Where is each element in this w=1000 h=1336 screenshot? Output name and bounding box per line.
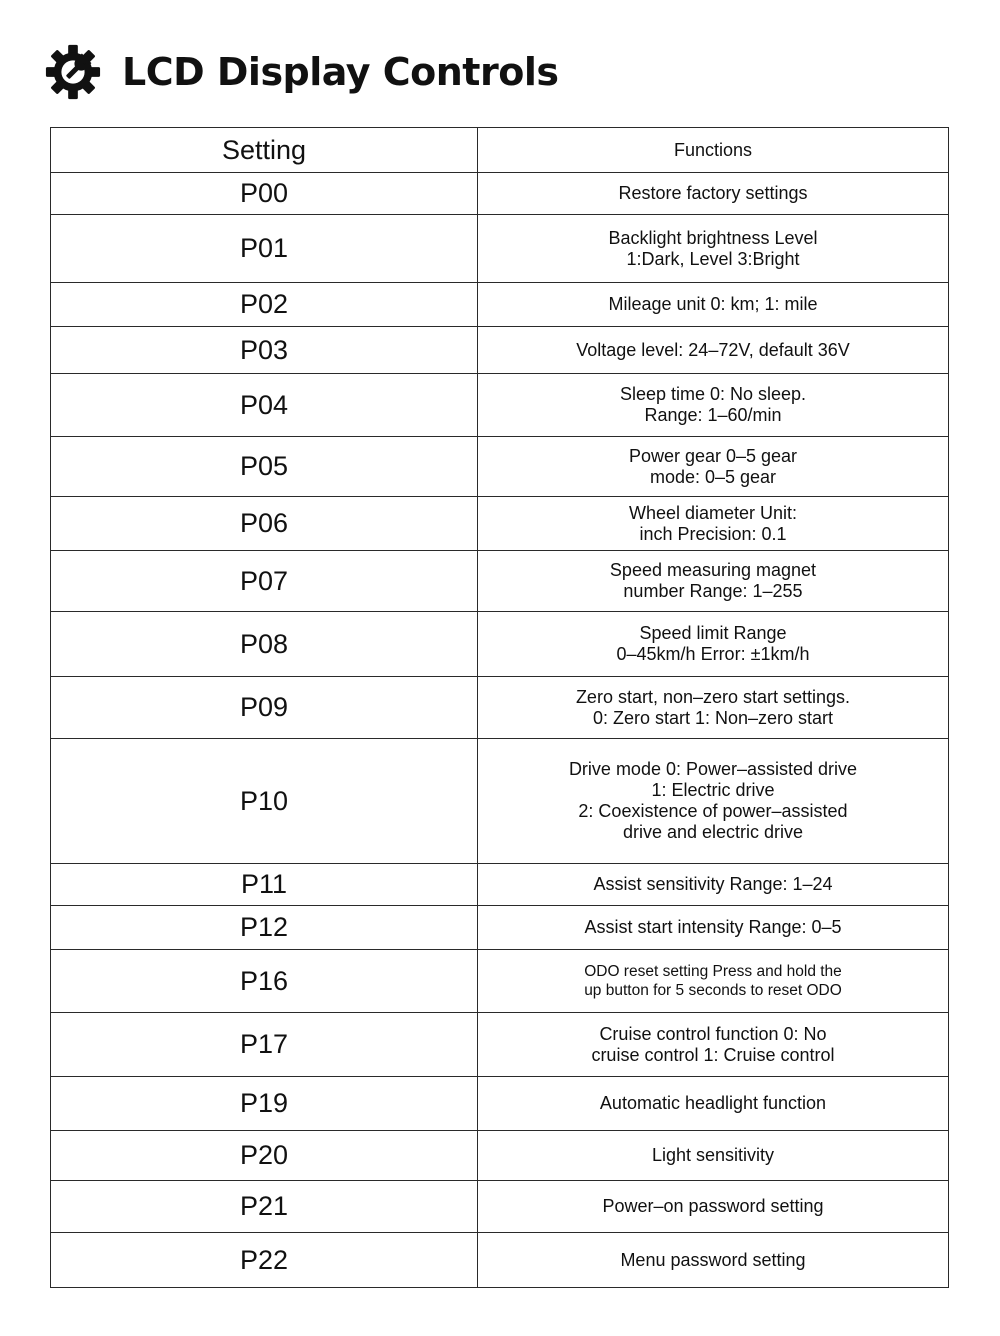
function-description: Speed measuring magnet number Range: 1–255 [478,551,949,612]
setting-code: P10 [51,739,478,864]
table-row [51,327,949,374]
table-row [51,283,949,327]
table-row [51,864,949,906]
function-description: Speed limit Range 0–45km/h Error: ±1km/h [478,612,949,677]
table-row [51,950,949,1013]
setting-code: P01 [51,215,478,283]
function-description: Zero start, non–zero start settings. 0: Zero start 1: Non–zero start [478,677,949,739]
setting-code: P05 [51,437,478,497]
setting-code: P20 [51,1131,478,1181]
function-description: Light sensitivity [478,1131,949,1181]
function-description: Sleep time 0: No sleep. Range: 1–60/min [478,374,949,437]
table-row [51,374,949,437]
column-header-setting: Setting [51,128,478,173]
table-row [51,612,949,677]
setting-code: P00 [51,173,478,215]
table-row [51,497,949,551]
function-description: Power–on password setting [478,1181,949,1233]
function-description: Drive mode 0: Power–assisted drive 1: Electric drive 2: Coexistence of power–assisted drive and electric drive [478,739,949,864]
setting-code: P08 [51,612,478,677]
table-row [51,551,949,612]
function-description: Mileage unit 0: km; 1: mile [478,283,949,327]
table-row [51,437,949,497]
table-row [51,1181,949,1233]
function-description: Wheel diameter Unit: inch Precision: 0.1 [478,497,949,551]
table-row [51,906,949,950]
function-description: Assist start intensity Range: 0–5 [478,906,949,950]
setting-code: P07 [51,551,478,612]
page-title: LCD Display Controls [122,50,559,94]
setting-code: P03 [51,327,478,374]
table-row [51,215,949,283]
function-description: Power gear 0–5 gear mode: 0–5 gear [478,437,949,497]
table-row [51,1013,949,1077]
table-row [51,173,949,215]
function-description: Menu password setting [478,1233,949,1288]
setting-code: P16 [51,950,478,1013]
setting-code: P04 [51,374,478,437]
setting-code: P12 [51,906,478,950]
table-row [51,677,949,739]
table-row [51,1077,949,1131]
setting-code: P22 [51,1233,478,1288]
setting-code: P11 [51,864,478,906]
table-header-row [51,128,949,173]
setting-code: P09 [51,677,478,739]
setting-code: P06 [51,497,478,551]
page-header [44,42,558,102]
gear-wrench-icon [44,43,102,101]
lcd-settings-table [50,127,949,1288]
setting-code: P17 [51,1013,478,1077]
function-description: ODO reset setting Press and hold the up button for 5 seconds to reset ODO [478,950,949,1013]
table-row [51,1131,949,1181]
function-description: Restore factory settings [478,173,949,215]
table-row [51,1233,949,1288]
function-description: Assist sensitivity Range: 1–24 [478,864,949,906]
function-description: Automatic headlight function [478,1077,949,1131]
function-description: Voltage level: 24–72V, default 36V [478,327,949,374]
table-row [51,739,949,864]
function-description: Backlight brightness Level 1:Dark, Level 3:Bright [478,215,949,283]
setting-code: P02 [51,283,478,327]
column-header-functions: Functions [478,128,949,173]
setting-code: P19 [51,1077,478,1131]
setting-code: P21 [51,1181,478,1233]
function-description: Cruise control function 0: No cruise control 1: Cruise control [478,1013,949,1077]
